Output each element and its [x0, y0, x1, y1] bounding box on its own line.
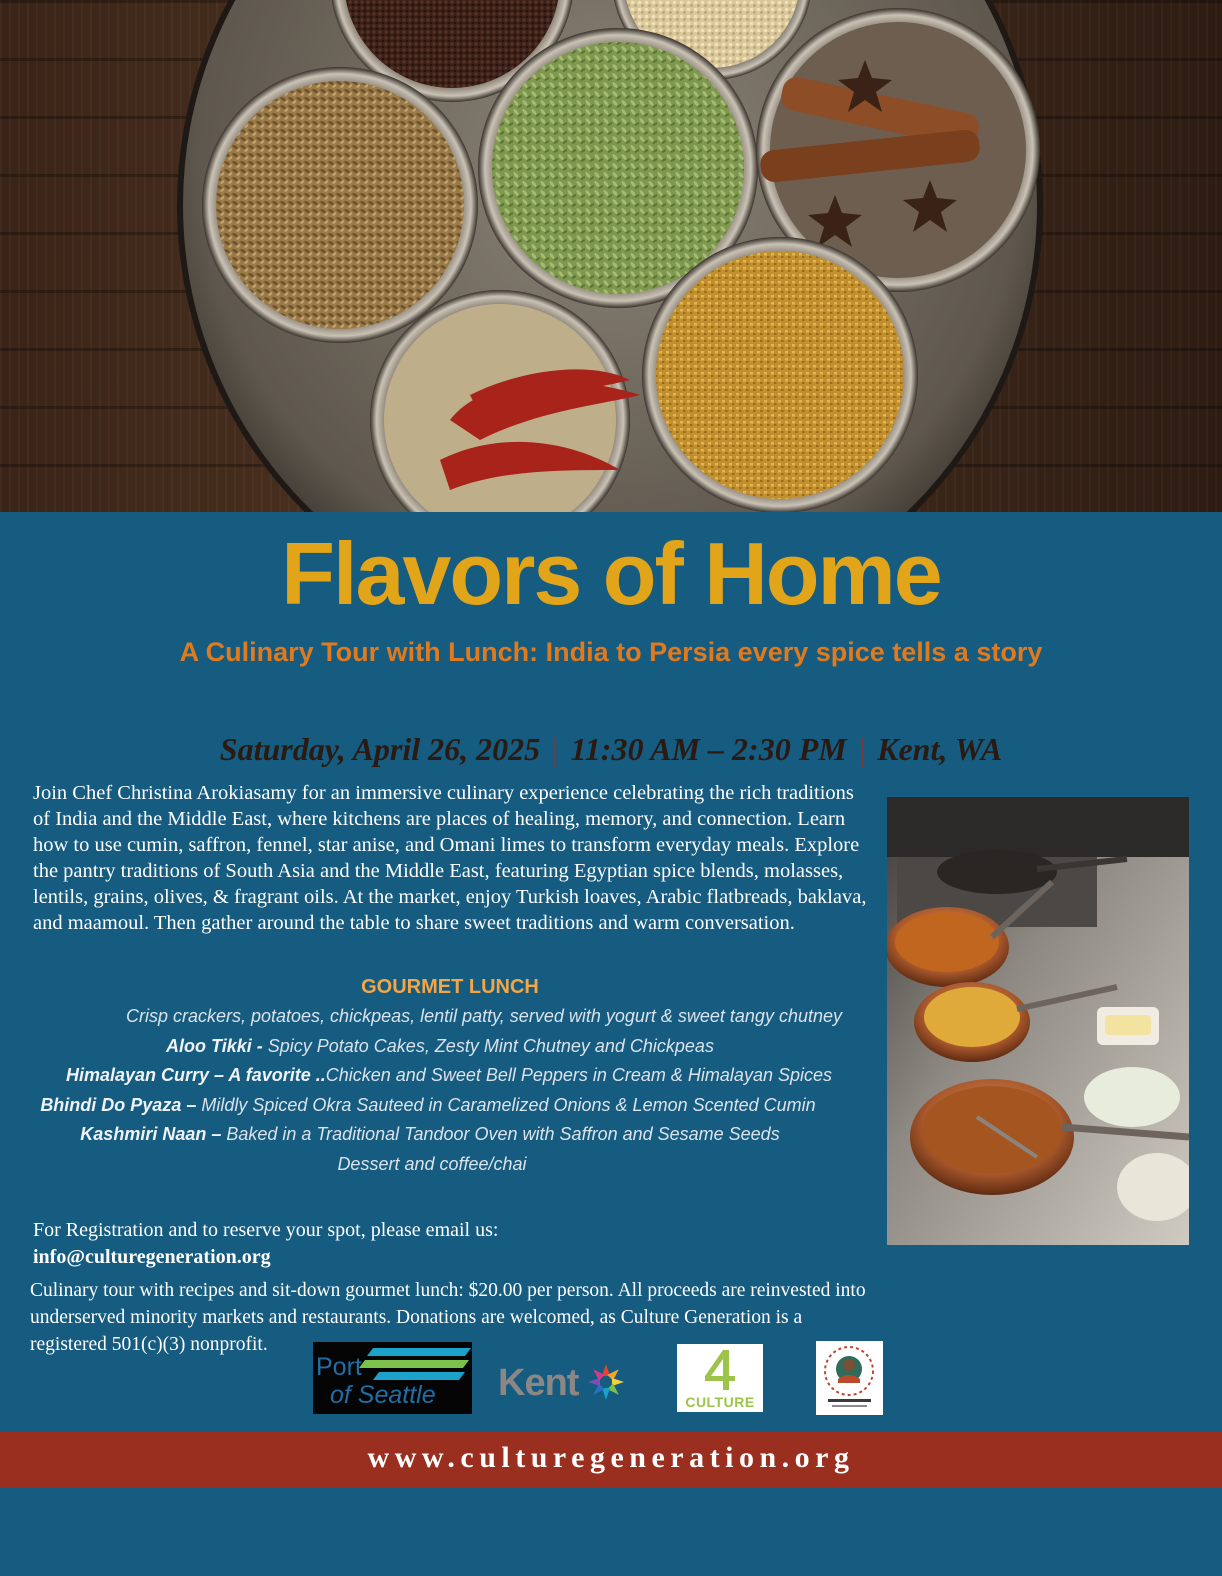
lunch-menu: [0, 1002, 880, 1179]
registration-text: For Registration and to reserve your spot, please email us:: [33, 1219, 499, 1241]
menu-item-description: Baked in a Traditional Tandoor Oven with Saffron and Sesame Seeds: [226, 1124, 780, 1144]
menu-item-name: Bhindi Do Pyaza –: [40, 1094, 202, 1115]
culture-generation-emblem-icon: [816, 1341, 883, 1415]
event-separator: |: [552, 731, 559, 767]
menu-item: [0, 1032, 880, 1062]
menu-item-description: Dessert and coffee/chai: [337, 1153, 527, 1174]
cooking-pans-illustration: [887, 797, 1189, 1245]
menu-item-description: Chicken and Sweet Bell Peppers in Cream & Himalayan Spices: [325, 1065, 832, 1085]
lunch-heading: GOURMET LUNCH: [361, 976, 539, 998]
menu-item-name: Himalayan Curry – A favorite ..: [65, 1065, 326, 1085]
intro-paragraph: Join Chef Christina Arokiasamy for an immersive culinary experience celebrating the rich traditions of India and the Middle East, where kitchens are places of healing, memory, and connection. Learn how to use cumin, saffron, fennel, star anise, and Omani limes to transform everyday meals. Explore the pantry traditions of South Asia and the Middle East, featuring Egyptian spice blends, molasses, lentils, grains, olives, & fragrant oils. At the market, enjoy Turkish loaves, Arabic flatbreads, baklava, and maamoul. Then gather around the table to share sweet traditions and warm conversation.: [33, 782, 867, 934]
port-logo-line1: Port: [316, 1353, 362, 1381]
port-of-seattle-logo: [313, 1342, 472, 1414]
cooking-pans-photo: [887, 797, 1189, 1245]
hero-spice-photo: [0, 0, 1222, 512]
pricing-paragraph: Culinary tour with recipes and sit-down gourmet lunch: $20.00 per person. All proceeds are reinvested into underserved minority markets and restaurants. Donations are welcomed, as Culture Generation is a registered 501(c)(3) nonprofit.: [30, 1280, 866, 1355]
registration-email[interactable]: info@culturegeneration.org: [33, 1246, 271, 1268]
menu-item-description: Crisp crackers, potatoes, chickpeas, lentil patty, served with yogurt & sweet tangy chutney: [125, 1006, 842, 1026]
event-subtitle: A Culinary Tour with Lunch: India to Persia every spice tells a story: [179, 637, 1043, 667]
4culture-logo: [677, 1344, 763, 1412]
footer-website-link[interactable]: www.culturegeneration.org: [367, 1441, 855, 1474]
city-of-kent-logo: [496, 1352, 628, 1408]
menu-item-description: Mildly Spiced Okra Sauteed in Caramelized Onions & Lemon Scented Cumin: [201, 1094, 816, 1115]
menu-item-name: Kashmiri Naan –: [80, 1124, 227, 1144]
event-location: Kent, WA: [877, 731, 1003, 767]
menu-item: [0, 1002, 880, 1032]
menu-item-name: Aloo Tikki -: [166, 1035, 268, 1056]
menu-item: [0, 1061, 880, 1091]
4culture-numeral-icon: [677, 1346, 763, 1396]
event-date: Saturday, April 26, 2025: [219, 731, 541, 767]
event-details: [0, 728, 1222, 770]
event-title: Flavors of Home: [281, 524, 941, 623]
4culture-logo-word: CULTURE: [685, 1394, 755, 1410]
menu-item: [0, 1150, 880, 1180]
kent-logo-word: Kent: [498, 1362, 579, 1404]
registration-block: [33, 1217, 893, 1271]
culture-generation-logo: [816, 1341, 883, 1415]
menu-item: [0, 1120, 880, 1150]
event-time: 11:30 AM – 2:30 PM: [570, 731, 847, 767]
spice-tin-illustration: [0, 0, 1222, 512]
kent-starburst-icon: [586, 1362, 626, 1402]
port-logo-line2: of Seattle: [330, 1381, 436, 1409]
event-separator: |: [858, 731, 866, 767]
menu-item-description: Spicy Potato Cakes, Zesty Mint Chutney and Chickpeas: [267, 1035, 714, 1056]
menu-item: [0, 1091, 880, 1121]
